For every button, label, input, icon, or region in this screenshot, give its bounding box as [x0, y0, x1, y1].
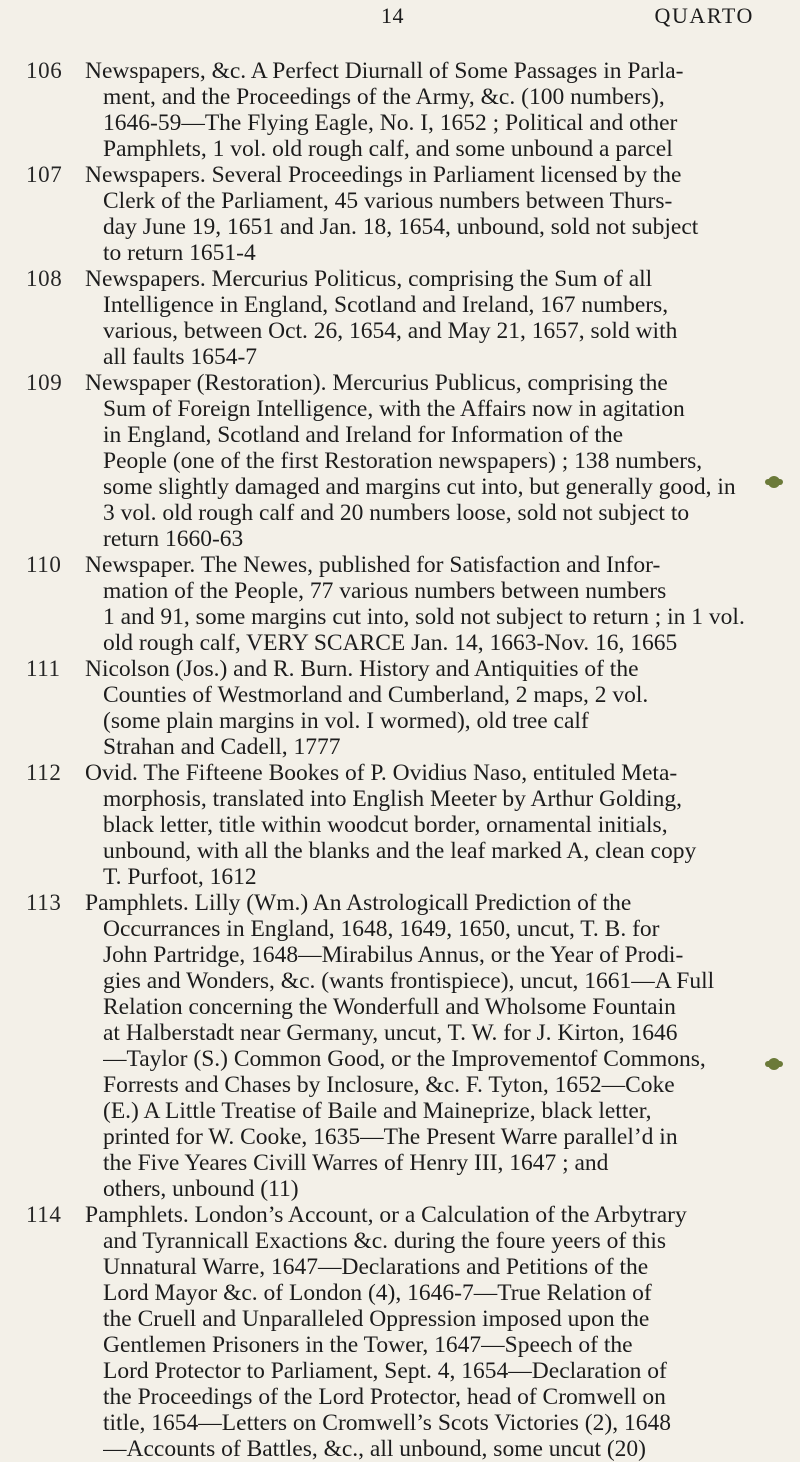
lot-text-line: 3 vol. old rough calf and 20 numbers loose, sold not subject to — [103, 500, 690, 526]
lot-text-line: Counties of Westmorland and Cumberland, 2 maps, 2 vol. — [103, 682, 649, 708]
page-number: 14 — [381, 3, 404, 28]
lot-text-line: the Five Yeares Civill Warres of Henry III, 1647 ; and — [103, 1150, 609, 1176]
lot-text-line: Relation concerning the Wonderfull and Wholsome Fountain — [103, 994, 676, 1020]
lot-number: 113 — [26, 890, 62, 915]
lot-text-line: return 1660-63 — [103, 526, 244, 552]
lot-text-line: ment, and the Proceedings of the Army, &c. (100 numbers), — [103, 84, 665, 110]
lot-text-line: Newspapers. Several Proceedings in Parliament licensed by the — [85, 162, 682, 188]
lot-text-line: Pamphlets. London’s Account, or a Calculation of the Arbytrary — [85, 1202, 687, 1228]
lot-number: 106 — [26, 58, 63, 83]
lot-text-line: People (one of the first Restoration newspapers) ; 138 numbers, — [103, 448, 703, 474]
lot-text-line: 1 and 91, some margins cut into, sold not subject to return ; in 1 vol. — [103, 604, 745, 630]
lot-text-line: 1646-59—The Flying Eagle, No. I, 1652 ; Political and other — [103, 110, 678, 136]
lot-text-line: Sum of Foreign Intelligence, with the Affairs now in agitation — [103, 396, 685, 422]
lot-text-line: in England, Scotland and Ireland for Information of the — [103, 422, 624, 448]
lot-text-line: black letter, title within woodcut border, ornamental initials, — [103, 812, 668, 838]
lot-text-line: Gentlemen Prisoners in the Tower, 1647—Speech of the — [103, 1332, 633, 1358]
lot-text-line: Occurrances in England, 1648, 1649, 1650, uncut, T. B. for — [103, 916, 660, 942]
lot-text-line: Forrests and Chases by Inclosure, &c. F. Tyton, 1652—Coke — [103, 1072, 675, 1098]
lot-text-line: at Halberstadt near Germany, uncut, T. W. for J. Kirton, 1646 — [103, 1020, 678, 1046]
lot-text-line: —Taylor (S.) Common Good, or the Improvementof Commons, — [103, 1046, 706, 1072]
lot-text-line: Intelligence in England, Scotland and Ireland, 167 numbers, — [103, 292, 669, 318]
lot-text-line: Nicolson (Jos.) and R. Burn. History and Antiquities of the — [85, 656, 639, 682]
lot-text-line: Newspaper (Restoration). Mercurius Publicus, comprising the — [85, 370, 668, 396]
lot-text-line: the Proceedings of the Lord Protector, head of Cromwell on — [103, 1384, 666, 1410]
lot-number: 107 — [26, 162, 63, 187]
lot-number: 114 — [26, 1202, 62, 1227]
lot-text-line: day June 19, 1651 and Jan. 18, 1654, unbound, sold not subject — [103, 214, 699, 240]
lot-text-line: unbound, with all the blanks and the leaf marked A, clean copy — [103, 838, 697, 864]
margin-ink-mark — [768, 1058, 780, 1070]
lot-number: 111 — [26, 656, 61, 681]
lot-number: 110 — [26, 552, 62, 577]
lot-text-line: Unnatural Warre, 1647—Declarations and Petitions of the — [103, 1254, 649, 1280]
lot-text-line: Pamphlets, 1 vol. old rough calf, and some unbound a parcel — [103, 136, 673, 162]
lot-number: 108 — [26, 266, 63, 291]
margin-ink-mark — [768, 476, 780, 488]
lot-text-line: morphosis, translated into English Meeter by Arthur Golding, — [103, 786, 682, 812]
lot-text-line: Strahan and Cadell, 1777 — [103, 734, 341, 760]
lot-text-line: all faults 1654-7 — [103, 344, 258, 370]
lot-text-line: the Cruell and Unparalleled Oppression imposed upon the — [103, 1306, 650, 1332]
lot-text-line: —Accounts of Battles, &c., all unbound, some uncut (20) — [103, 1436, 647, 1462]
lot-text-line: and Tyrannicall Exactions &c. during the foure yeers of this — [103, 1228, 667, 1254]
lot-text-line: Newspapers. Mercurius Politicus, comprising the Sum of all — [85, 266, 653, 292]
lot-number: 112 — [26, 760, 62, 785]
lot-text-line: T. Purfoot, 1612 — [103, 864, 257, 890]
lot-text-line: Lord Mayor &c. of London (4), 1646-7—True Relation of — [103, 1280, 652, 1306]
lot-text-line: Clerk of the Parliament, 45 various numbers between Thurs- — [103, 188, 673, 214]
lot-text-line: some slightly damaged and margins cut into, but generally good, in — [103, 474, 736, 500]
lot-text-line: old rough calf, VERY SCARCE Jan. 14, 1663-Nov. 16, 1665 — [103, 630, 678, 656]
lot-text-line: various, between Oct. 26, 1654, and May 21, 1657, sold with — [103, 318, 678, 344]
lot-text-line: John Partridge, 1648—Mirabilus Annus, or the Year of Prodi- — [103, 942, 684, 968]
lot-text-line: others, unbound (11) — [103, 1176, 299, 1202]
lot-text-line: title, 1654—Letters on Cromwell’s Scots Victories (2), 1648 — [103, 1410, 671, 1436]
lot-text-line: (some plain margins in vol. I wormed), old tree calf — [103, 708, 589, 734]
lot-number: 109 — [26, 370, 63, 395]
lot-text-line: Ovid. The Fifteene Bookes of P. Ovidius Naso, entituled Meta- — [85, 760, 678, 786]
lot-text-line: Newspaper. The Newes, published for Satisfaction and Infor- — [85, 552, 661, 578]
lot-text-line: Newspapers, &c. A Perfect Diurnall of Some Passages in Parla- — [85, 58, 684, 84]
lot-text-line: mation of the People, 77 various numbers between numbers — [103, 578, 667, 604]
lot-text-line: (E.) A Little Treatise of Baile and Maineprize, black letter, — [103, 1098, 652, 1124]
lot-text-line: to return 1651-4 — [103, 240, 256, 266]
lot-text-line: Lord Protector to Parliament, Sept. 4, 1654—Declaration of — [103, 1358, 667, 1384]
lot-text-line: Pamphlets. Lilly (Wm.) An Astrologicall Prediction of the — [85, 890, 632, 916]
lot-text-line: printed for W. Cooke, 1635—The Present Warre parallel’d in — [103, 1124, 678, 1150]
section-label: QUARTO — [654, 3, 754, 28]
lot-text-line: gies and Wonders, &c. (wants frontispiece), uncut, 1661—A Full — [103, 968, 715, 994]
